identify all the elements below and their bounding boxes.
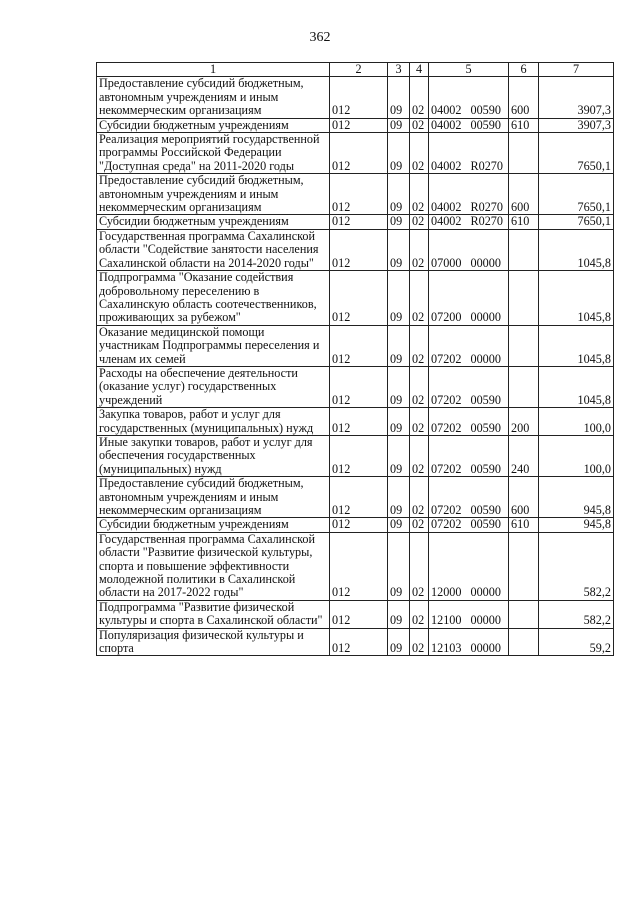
subsection-code: 02 xyxy=(410,133,429,174)
target-article-code xyxy=(429,215,509,229)
page-number: 362 xyxy=(309,30,331,45)
table-row xyxy=(97,174,614,215)
amount: 7650,1 xyxy=(539,215,614,229)
target-article-program: 07202 xyxy=(431,503,462,517)
table-body xyxy=(97,77,614,656)
subsection-code: 02 xyxy=(410,118,429,132)
table-row xyxy=(97,408,614,436)
expense-type-code xyxy=(509,229,539,270)
target-article-code xyxy=(429,77,509,118)
expense-type-code: 240 xyxy=(509,435,539,476)
amount: 1045,8 xyxy=(539,271,614,326)
target-article-program: 04002 xyxy=(431,103,462,118)
target-article-code xyxy=(429,133,509,174)
expense-type-code: 610 xyxy=(509,518,539,532)
target-article-code xyxy=(429,408,509,436)
expense-type-code xyxy=(509,271,539,326)
amount: 59,2 xyxy=(539,628,614,656)
target-article-code xyxy=(429,532,509,600)
column-header: 5 xyxy=(429,63,509,77)
table-row xyxy=(97,532,614,600)
target-article-direction: R0270 xyxy=(470,200,503,215)
subsection-code: 02 xyxy=(410,271,429,326)
subsection-code: 02 xyxy=(410,229,429,270)
ministry-code: 012 xyxy=(330,174,388,215)
target-article-program: 07202 xyxy=(431,351,462,366)
column-header: 2 xyxy=(330,63,388,77)
amount: 100,0 xyxy=(539,408,614,436)
row-name: Подпрограмма "Развитие физической культуры и спорта в Сахалинской области" xyxy=(97,600,330,628)
amount: 3907,3 xyxy=(539,118,614,132)
table-row xyxy=(97,628,614,656)
target-article-direction: 00590 xyxy=(470,461,501,476)
ministry-code: 012 xyxy=(330,628,388,656)
column-header: 4 xyxy=(410,63,429,77)
target-article-direction: 00000 xyxy=(470,255,501,270)
expense-type-code xyxy=(509,532,539,600)
column-header: 3 xyxy=(388,63,410,77)
target-article-code xyxy=(429,174,509,215)
ministry-code: 012 xyxy=(330,600,388,628)
target-article-program: 07202 xyxy=(431,517,462,532)
table-row xyxy=(97,133,614,174)
target-article-code xyxy=(429,628,509,656)
amount: 3907,3 xyxy=(539,77,614,118)
subsection-code: 02 xyxy=(410,366,429,407)
amount: 582,2 xyxy=(539,532,614,600)
section-code: 09 xyxy=(388,600,410,628)
target-article-program: 04002 xyxy=(431,117,462,132)
ministry-code: 012 xyxy=(330,215,388,229)
amount: 582,2 xyxy=(539,600,614,628)
target-article-direction: 00590 xyxy=(470,420,501,435)
section-code: 09 xyxy=(388,477,410,518)
ministry-code: 012 xyxy=(330,408,388,436)
row-name: Закупка товаров, работ и услуг для государственных (муниципальных) нужд xyxy=(97,408,330,436)
target-article-program: 12103 xyxy=(431,641,462,656)
ministry-code: 012 xyxy=(330,325,388,366)
section-code: 09 xyxy=(388,271,410,326)
target-article-program: 04002 xyxy=(431,214,462,229)
amount: 7650,1 xyxy=(539,133,614,174)
row-name: Популяризация физической культуры и спорта xyxy=(97,628,330,656)
section-code: 09 xyxy=(388,408,410,436)
table-row xyxy=(97,77,614,118)
target-article-direction: 00590 xyxy=(470,117,501,132)
column-header: 1 xyxy=(97,63,330,77)
target-article-code xyxy=(429,477,509,518)
row-name: Субсидии бюджетным учреждениям xyxy=(97,118,330,132)
row-name: Оказание медицинской помощи участникам Подпрограммы переселения и членам их семей xyxy=(97,325,330,366)
subsection-code: 02 xyxy=(410,174,429,215)
table-row xyxy=(97,215,614,229)
section-code: 09 xyxy=(388,435,410,476)
expense-type-code xyxy=(509,628,539,656)
subsection-code: 02 xyxy=(410,628,429,656)
expense-type-code: 600 xyxy=(509,477,539,518)
target-article-program: 07202 xyxy=(431,461,462,476)
section-code: 09 xyxy=(388,77,410,118)
target-article-direction: 00590 xyxy=(470,103,501,118)
subsection-code: 02 xyxy=(410,477,429,518)
target-article-code xyxy=(429,229,509,270)
amount: 1045,8 xyxy=(539,325,614,366)
section-code: 09 xyxy=(388,518,410,532)
ministry-code: 012 xyxy=(330,518,388,532)
budget-table xyxy=(96,62,614,656)
row-name: Предоставление субсидий бюджетным, автономным учреждениям и иным некоммерческим организациям xyxy=(97,477,330,518)
table-row xyxy=(97,435,614,476)
table-row xyxy=(97,229,614,270)
target-article-code xyxy=(429,518,509,532)
ministry-code: 012 xyxy=(330,477,388,518)
target-article-program: 04002 xyxy=(431,158,462,173)
ministry-code: 012 xyxy=(330,77,388,118)
section-code: 09 xyxy=(388,366,410,407)
expense-type-code: 200 xyxy=(509,408,539,436)
target-article-program: 07000 xyxy=(431,255,462,270)
table-row xyxy=(97,118,614,132)
row-name: Предоставление субсидий бюджетным, автономным учреждениям и иным некоммерческим организациям xyxy=(97,77,330,118)
target-article-code xyxy=(429,600,509,628)
expense-type-code xyxy=(509,325,539,366)
subsection-code: 02 xyxy=(410,408,429,436)
subsection-code: 02 xyxy=(410,532,429,600)
target-article-direction: R0270 xyxy=(470,158,503,173)
target-article-direction: 00590 xyxy=(470,517,501,532)
section-code: 09 xyxy=(388,229,410,270)
target-article-code xyxy=(429,271,509,326)
row-name: Субсидии бюджетным учреждениям xyxy=(97,518,330,532)
row-name: Государственная программа Сахалинской области "Развитие физической культуры, спорта и повышение эффективности молодежной политики в Сахалинской области на 2017-2022 годы" xyxy=(97,532,330,600)
table-row xyxy=(97,518,614,532)
target-article-code xyxy=(429,118,509,132)
amount: 945,8 xyxy=(539,477,614,518)
expense-type-code: 600 xyxy=(509,77,539,118)
row-name: Расходы на обеспечение деятельности (оказание услуг) государственных учреждений xyxy=(97,366,330,407)
target-article-direction: 00000 xyxy=(470,585,501,600)
subsection-code: 02 xyxy=(410,435,429,476)
ministry-code: 012 xyxy=(330,532,388,600)
table-row xyxy=(97,271,614,326)
target-article-direction: 00590 xyxy=(470,392,501,407)
section-code: 09 xyxy=(388,532,410,600)
subsection-code: 02 xyxy=(410,518,429,532)
section-code: 09 xyxy=(388,325,410,366)
ministry-code: 012 xyxy=(330,133,388,174)
target-article-code xyxy=(429,366,509,407)
expense-type-code: 610 xyxy=(509,215,539,229)
ministry-code: 012 xyxy=(330,229,388,270)
amount: 945,8 xyxy=(539,518,614,532)
amount: 1045,8 xyxy=(539,366,614,407)
target-article-program: 07202 xyxy=(431,420,462,435)
table-header-row xyxy=(97,63,614,77)
row-name: Государственная программа Сахалинской области "Содействие занятости населения Сахалинской области на 2014-2020 годы" xyxy=(97,229,330,270)
table-row xyxy=(97,600,614,628)
row-name: Иные закупки товаров, работ и услуг для обеспечения государственных (муниципальных) нужд xyxy=(97,435,330,476)
section-code: 09 xyxy=(388,628,410,656)
ministry-code: 012 xyxy=(330,366,388,407)
row-name: Подпрограмма "Оказание содействия добровольному переселению в Сахалинскую область соотечественников, проживающих за рубежом" xyxy=(97,271,330,326)
target-article-program: 12100 xyxy=(431,613,462,628)
table-row xyxy=(97,325,614,366)
amount: 7650,1 xyxy=(539,174,614,215)
row-name: Реализация мероприятий государственной программы Российской Федерации "Доступная среда" на 2011-2020 годы xyxy=(97,133,330,174)
expense-type-code: 600 xyxy=(509,174,539,215)
section-code: 09 xyxy=(388,133,410,174)
expense-type-code xyxy=(509,600,539,628)
column-header: 7 xyxy=(539,63,614,77)
expense-type-code: 610 xyxy=(509,118,539,132)
target-article-code xyxy=(429,325,509,366)
table-row xyxy=(97,366,614,407)
section-code: 09 xyxy=(388,118,410,132)
row-name: Субсидии бюджетным учреждениям xyxy=(97,215,330,229)
target-article-direction: 00000 xyxy=(470,613,501,628)
section-code: 09 xyxy=(388,215,410,229)
target-article-code xyxy=(429,435,509,476)
table-row xyxy=(97,477,614,518)
section-code: 09 xyxy=(388,174,410,215)
target-article-direction: R0270 xyxy=(470,214,503,229)
ministry-code: 012 xyxy=(330,118,388,132)
subsection-code: 02 xyxy=(410,215,429,229)
target-article-direction: 00590 xyxy=(470,503,501,517)
ministry-code: 012 xyxy=(330,435,388,476)
amount: 1045,8 xyxy=(539,229,614,270)
expense-type-code xyxy=(509,133,539,174)
expense-type-code xyxy=(509,366,539,407)
target-article-direction: 00000 xyxy=(470,310,501,325)
target-article-program: 07200 xyxy=(431,310,462,325)
column-header: 6 xyxy=(509,63,539,77)
target-article-direction: 00000 xyxy=(470,351,501,366)
row-name: Предоставление субсидий бюджетным, автономным учреждениям и иным некоммерческим организациям xyxy=(97,174,330,215)
target-article-direction: 00000 xyxy=(470,641,501,656)
target-article-program: 04002 xyxy=(431,200,462,215)
target-article-program: 12000 xyxy=(431,585,462,600)
subsection-code: 02 xyxy=(410,600,429,628)
subsection-code: 02 xyxy=(410,325,429,366)
subsection-code: 02 xyxy=(410,77,429,118)
ministry-code: 012 xyxy=(330,271,388,326)
amount: 100,0 xyxy=(539,435,614,476)
target-article-program: 07202 xyxy=(431,392,462,407)
